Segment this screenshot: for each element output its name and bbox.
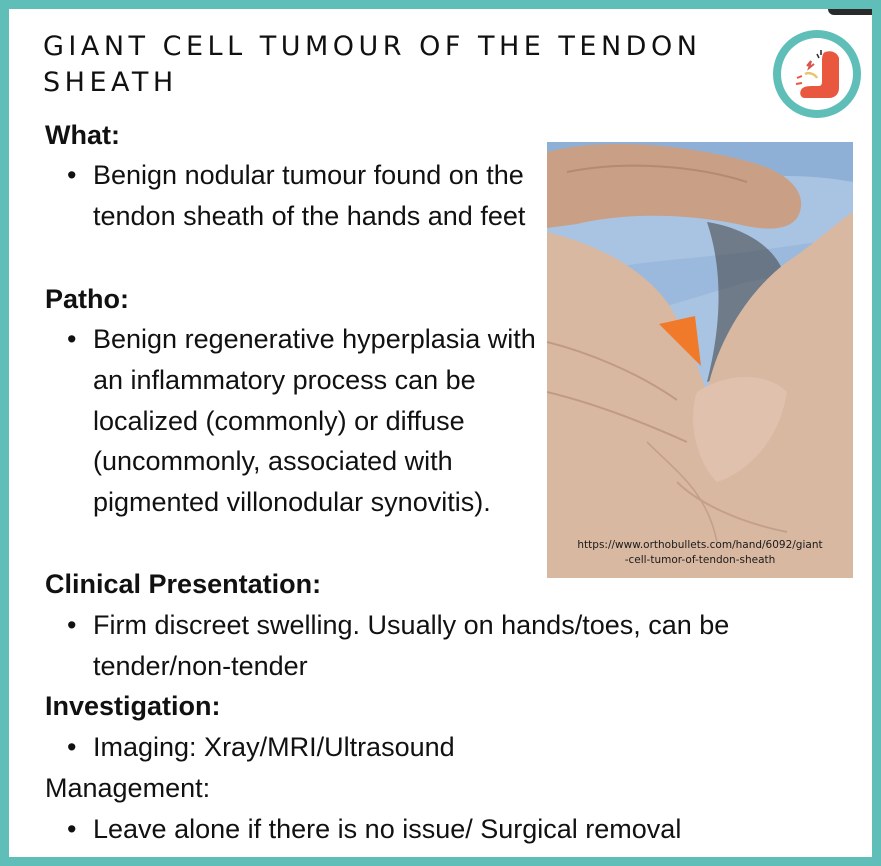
heading-what: What:: [45, 120, 120, 150]
clinical-photo: [547, 142, 853, 578]
image-caption: [547, 538, 853, 568]
heading-clinical-presentation: Clinical Presentation:: [45, 569, 322, 599]
heading-investigation: Investigation:: [45, 691, 221, 721]
bullet-dot: •: [67, 324, 77, 354]
list-item: [67, 809, 827, 850]
caption-line: -cell-tumor-of-tendon-sheath: [624, 554, 776, 566]
corner-tab: [828, 9, 872, 15]
bullet-dot: •: [67, 610, 77, 640]
caption-line: https://www.orthobullets.com/hand/6092/giant: [577, 539, 823, 551]
heading-patho: Patho:: [45, 284, 129, 314]
bullet-text-what: Benign nodular tumour found on the tendon sheath of the hands and feet: [93, 160, 526, 231]
bullet-text-clinical: Firm discreet swelling. Usually on hands/toes, can be tender/non-tender: [93, 610, 730, 681]
bullet-text-patho: Benign regenerative hyperplasia with an inflammatory process can be localized (commonly) or diffuse (uncommonly, associated with pigmented villonodular synovitis).: [93, 324, 536, 518]
bullet-dot: •: [67, 814, 77, 844]
list-item: [67, 155, 537, 237]
bullet-text-management: Leave alone if there is no issue/ Surgical removal: [93, 814, 682, 844]
heading-management: Management:: [45, 773, 211, 803]
list-item: [67, 605, 827, 687]
foot-pain-icon: [771, 28, 863, 120]
hand-illustration: [547, 142, 853, 578]
page-title: GIANT CELL TUMOUR OF THE TENDON SHEATH: [43, 31, 702, 98]
bullet-dot: •: [67, 732, 77, 762]
list-item: [67, 319, 549, 523]
bullet-dot: •: [67, 160, 77, 190]
bullet-text-investigation: Imaging: Xray/MRI/Ultrasound: [93, 732, 455, 762]
list-item: [67, 727, 827, 768]
